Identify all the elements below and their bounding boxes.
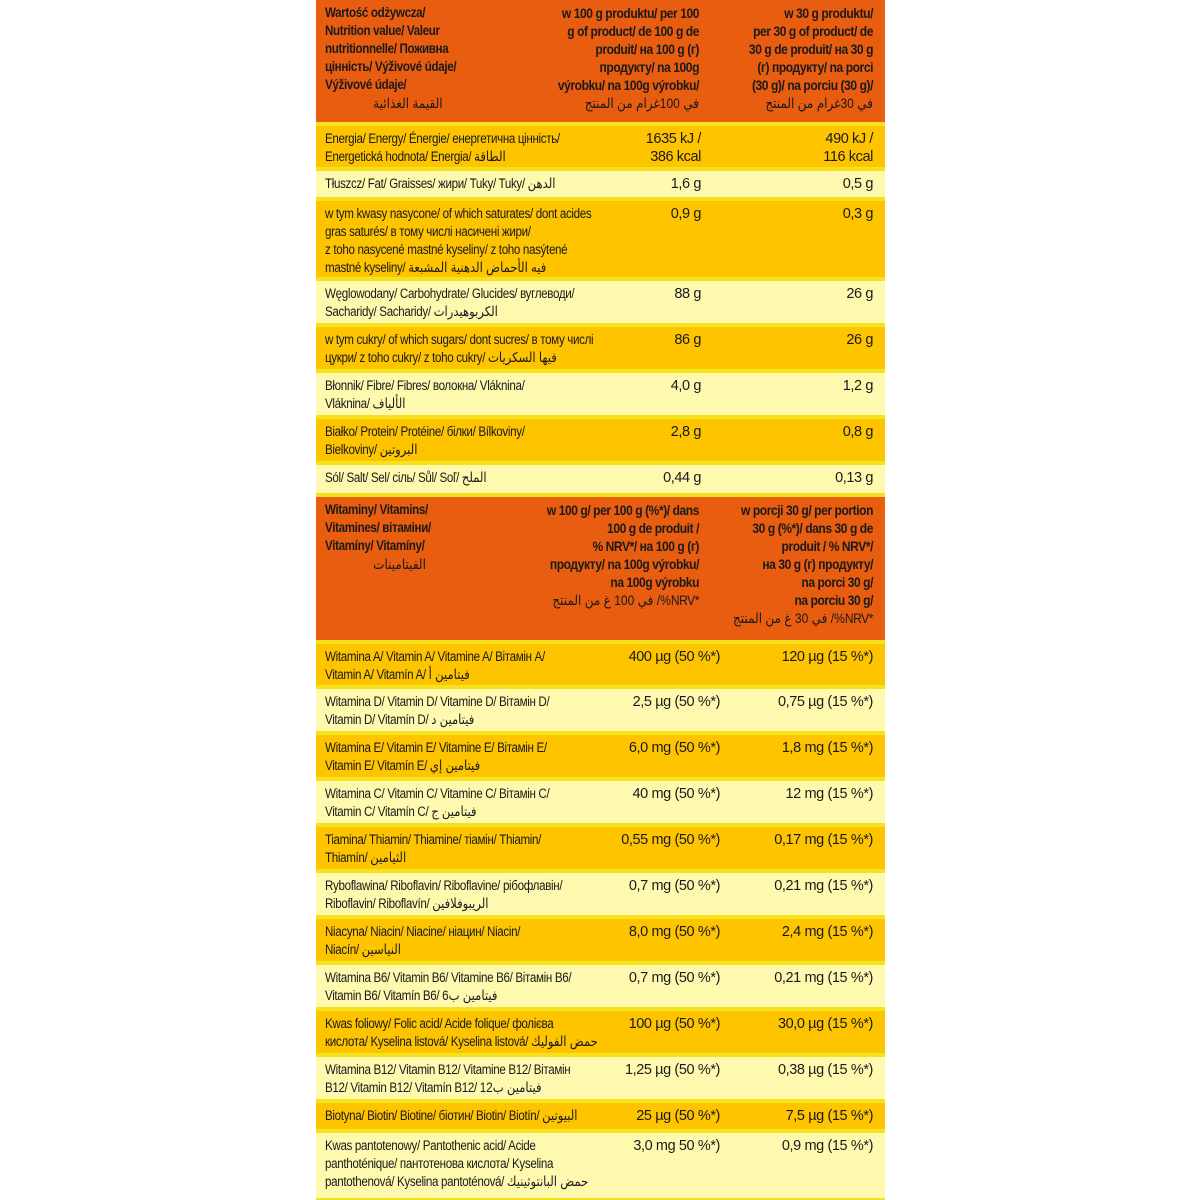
vitamins-row-value-per30-line: 0,21 mg (15 %*) [774, 970, 873, 986]
nutrition-header-col30-line: 30 g de produit/ на 30 g [748, 41, 873, 57]
vitamins-row-value-per30-line: 12 mg (15 %*) [785, 786, 873, 802]
vitamins-row-value-per100-line: 40 mg (50 %*) [632, 786, 720, 802]
vitamins-row [316, 827, 885, 871]
nutrition-row-label-line: gras saturés/ в тому числі насичені жири/ [325, 224, 531, 239]
nutrition-row-label-text [325, 331, 695, 367]
vitamins-row-value-per100-line: 25 µg (50 %*) [636, 1108, 720, 1124]
vitamins-row [316, 919, 885, 963]
vitamins-row-value-per30-line: 0,9 mg (15 %*) [781, 1138, 873, 1154]
nutrition-row-value-per100-line: 1,6 g [670, 176, 701, 192]
vitamins-row-label-line: pantothenová/ Kyselina pantoténová/ حمض البانتوثينيك [325, 1174, 589, 1189]
vitamins-row-value-per30 [778, 1015, 873, 1033]
vitamins-row-label-line: B12/ Vitamin B12/ Vitamín B12/ فيتامين ب12 [325, 1080, 542, 1095]
nutrition-header-label-line: цінність/ Výživové údaje/ [325, 59, 457, 74]
nutrition-row-value-per30 [843, 377, 873, 395]
vitamins-row-label-line: Thiamín/ الثيامين [325, 850, 407, 865]
vitamins-row-label-line: panthoténique/ пантотенова кислота/ Kyselina [325, 1156, 554, 1171]
vitamins-row-label-line: Vitamin B6/ Vitamín B6/ فيتامين ب6 [325, 988, 498, 1003]
vitamins-row-label-line: Witamina C/ Vitamin C/ Vitamine C/ Вітамін С/ [325, 786, 550, 801]
nutrition-row-label-text [325, 285, 695, 321]
vitamins-row-label-line: Niacyna/ Niacin/ Niacine/ ніацин/ Niacin/ [325, 924, 521, 939]
nutrition-row-label-line: Energia/ Energy/ Énergie/ енергетична цінність/ [325, 131, 560, 146]
vitamins-row-value-per30-line: 30,0 µg (15 %*) [777, 1016, 873, 1032]
nutrition-row-value-per100-line: 1635 kJ / [645, 131, 701, 147]
nutrition-header-col30-ar: في 30غرام من المنتج [765, 95, 873, 111]
vitamins-row-value-per100-line: 0,7 mg (50 %*) [628, 970, 720, 986]
vitamins-header-col100-line: продукту/ na 100g výrobku/ [549, 556, 699, 572]
nutrition-row-label-text [325, 205, 695, 277]
vitamins-header-label-ar: الفيتامينات [373, 556, 426, 572]
nutrition-row-value-per100 [663, 469, 701, 487]
nutrition-row-label [316, 419, 702, 461]
vitamins-row-value-per30-line: 0,38 µg (15 %*) [777, 1062, 873, 1078]
nutrition-row-label-line: z toho nasycené mastné kyseliny/ z toho nasýtené [325, 242, 568, 257]
vitamins-header-label-line: Vitamines/ вітаміни/ [325, 520, 431, 535]
vitamins-header-col30 [710, 501, 873, 627]
nutrition-row-value-per30 [846, 331, 873, 349]
nutrition-row-label-line: Bielkoviny/ البروتين [325, 442, 418, 457]
vitamins-row-value-per30-line: 0,75 µg (15 %*) [777, 694, 873, 710]
nutrition-row-label [316, 171, 702, 197]
nutrition-header-col100-line: g of product/ de 100 g de [567, 23, 699, 39]
vitamins-row-label-line: Witamina E/ Vitamin E/ Vitamine E/ Вітамін Е/ [325, 740, 547, 755]
vitamins-header-col30-line: w porcji 30 g/ per portion [741, 502, 873, 518]
nutrition-row-label [316, 201, 702, 277]
nutrition-row-label-text [325, 175, 695, 193]
nutrition-row-value-per100 [674, 285, 701, 303]
vitamins-row-value-per30 [774, 831, 873, 849]
nutrition-row-value-per30-line: 0,13 g [835, 470, 873, 486]
nutrition-row-value-per100-line: 0,44 g [663, 470, 701, 486]
vitamins-row-value-per30 [774, 969, 873, 987]
vitamins-row [316, 781, 885, 825]
vitamins-row-label-line: Vitamin E/ Vitamín E/ فيتامين إي [325, 758, 481, 773]
vitamins-header-row [316, 497, 885, 642]
nutrition-row-value-per30 [835, 469, 873, 487]
nutrition-row-label-line: Węglowodany/ Carbohydrate/ Glucides/ вуглеводи/ [325, 286, 575, 301]
nutrition-row-value-per30 [843, 423, 873, 441]
vitamins-row-label-line: кислота/ Kyselina listová/ Kyselina listová/ حمض الفوليك [325, 1034, 598, 1049]
vitamins-row-label-line: Biotyna/ Biotin/ Biotine/ біотин/ Biotin/ Biotín/ البيوتين [325, 1108, 578, 1123]
vitamins-row-value-per100-line: 8,0 mg (50 %*) [628, 924, 720, 940]
vitamins-row [316, 1057, 885, 1101]
nutrition-row-label-line: Energetická hodnota/ Energia/ الطاقة [325, 149, 506, 164]
vitamins-row-label-line: Vitamin C/ Vitamín C/ فيتامين ج [325, 804, 477, 819]
nutrition-row-value-per30 [823, 130, 873, 166]
vitamins-row-label-line: Vitamin D/ Vitamín D/ فيتامين د [325, 712, 475, 727]
nutrition-row-value-per100-line: 2,8 g [670, 424, 701, 440]
vitamins-row-label-line: Witamina D/ Vitamin D/ Vitamine D/ Вітамін D/ [325, 694, 550, 709]
vitamins-row-label-line: Witamina A/ Vitamin A/ Vitamine A/ Вітамін А/ [325, 649, 545, 664]
nutrition-row-label-line: Białko/ Protein/ Protéine/ білки/ Bílkoviny/ [325, 424, 525, 439]
nutrition-header-label-line: Wartość odżywcza/ [325, 5, 426, 20]
vitamins-row-value-per100 [633, 693, 720, 711]
nutrition-row-label-text [325, 377, 695, 413]
nutrition-row-value-per100-line: 88 g [674, 286, 701, 302]
nutrition-row [316, 281, 885, 325]
vitamins-row-label-line: Tiamina/ Thiamin/ Thiamine/ тіамін/ Thiamin/ [325, 832, 542, 847]
nutrition-header-col100-line: výrobku/ na 100g výrobku/ [557, 77, 699, 93]
nutrition-row-value-per30-line: 0,8 g [842, 424, 873, 440]
nutrition-label-panel [316, 0, 885, 1200]
vitamins-row-value-per30 [778, 693, 873, 711]
vitamins-row-value-per30 [778, 1061, 873, 1079]
nutrition-row-value-per100 [674, 331, 701, 349]
vitamins-row-value-per100 [629, 877, 720, 895]
vitamins-row-value-per30-line: 1,8 mg (15 %*) [781, 740, 873, 756]
vitamins-row-value-per100-line: 6,0 mg (50 %*) [628, 740, 720, 756]
nutrition-header-col100 [527, 4, 699, 112]
nutrition-header-row [316, 0, 885, 124]
vitamins-row-value-per100 [629, 739, 720, 757]
nutrition-row-value-per100 [646, 130, 701, 166]
vitamins-row [316, 689, 885, 733]
vitamins-header-label-line: Vitamíny/ Vitamíny/ [325, 538, 425, 553]
nutrition-row-value-per100-line: 4,0 g [670, 378, 701, 394]
vitamins-row-label-line: Riboflavin/ Riboflavín/ الريبوفلافين [325, 896, 489, 911]
vitamins-row-value-per100 [621, 831, 720, 849]
vitamins-row-value-per100-line: 3,0 mg 50 %*) [633, 1138, 720, 1154]
vitamins-row-label-line: Niacín/ النياسين [325, 942, 402, 957]
vitamins-row-value-per100-line: 2,5 µg (50 %*) [632, 694, 720, 710]
nutrition-row-value-per100-line: 0,9 g [670, 206, 701, 222]
nutrition-row-label-text [325, 469, 695, 487]
nutrition-row-label-text [325, 130, 695, 166]
nutrition-row-label [316, 465, 702, 493]
vitamins-row-value-per100 [636, 1107, 720, 1125]
nutrition-row-label [316, 327, 702, 369]
nutrition-header-col30 [710, 4, 873, 112]
vitamins-header-col30-ar: في 30 غ من المنتج /%NRV* [733, 610, 873, 626]
vitamins-row-label-line: Kwas foliowy/ Folic acid/ Acide folique/ фолієва [325, 1016, 554, 1031]
nutrition-header-label-line: Nutrition value/ Valeur [325, 23, 440, 38]
vitamins-row-value-per30 [782, 648, 873, 666]
vitamins-row-value-per100 [629, 969, 720, 987]
nutrition-header-col100-line: w 100 g produktu/ per 100 [561, 5, 699, 21]
nutrition-header-col100-ar: في 100غرام من المنتج [584, 95, 699, 111]
nutrition-row-value-per30-line: 26 g [846, 332, 873, 348]
nutrition-row-value-per100-line: 86 g [674, 332, 701, 348]
vitamins-header-col100-ar: في 100 غ من المنتج /%NRV* [552, 592, 699, 608]
vitamins-row [316, 965, 885, 1009]
nutrition-header-col30-line: w 30 g produktu/ [784, 5, 873, 21]
vitamins-header-col100-line: na 100g výrobku [610, 574, 699, 590]
nutrition-row-label-line: Tłuszcz/ Fat/ Graisses/ жири/ Tuky/ Tuky/ الدهن [325, 176, 556, 191]
vitamins-header-col30-line: на 30 g (г) продукту/ [762, 556, 873, 572]
vitamins-header-col30-line: 30 g (%*)/ dans 30 g de [752, 520, 873, 536]
vitamins-header-col100-line: % NRV*/ на 100 g (г) [592, 538, 699, 554]
vitamins-row-value-per30 [782, 923, 873, 941]
vitamins-row-value-per100 [633, 785, 720, 803]
vitamins-row [316, 1103, 885, 1131]
vitamins-header-col30-line: produit / % NRV*/ [781, 538, 873, 554]
vitamins-row [316, 735, 885, 779]
nutrition-row-label [316, 126, 702, 167]
vitamins-header-col100-line: 100 g de produit / [607, 520, 699, 536]
vitamins-row-value-per30-line: 0,21 mg (15 %*) [774, 878, 873, 894]
nutrition-row-label-line: Błonnik/ Fibre/ Fibres/ волокна/ Vláknina/ [325, 378, 525, 393]
nutrition-row-value-per30-line: 1,2 g [842, 378, 873, 394]
nutrition-row-label-line: Vláknina/ الألياف [325, 396, 406, 411]
vitamins-row-value-per30 [782, 739, 873, 757]
vitamins-row-value-per30-line: 7,5 µg (15 %*) [785, 1108, 873, 1124]
nutrition-row [316, 419, 885, 463]
nutrition-header-col100-line: продукту/ na 100g [599, 59, 699, 75]
vitamins-row-label-line: Kwas pantotenowy/ Pantothenic acid/ Acide [325, 1138, 536, 1153]
vitamins-row [316, 873, 885, 917]
vitamins-row-label-line: Witamina B12/ Vitamin B12/ Vitamine B12/ Вітамін [325, 1062, 571, 1077]
vitamins-row-value-per30 [782, 1137, 873, 1155]
nutrition-header-col30-line: (г) продукту/ na porci [757, 59, 873, 75]
vitamins-row-value-per100 [629, 1015, 720, 1033]
vitamins-row-value-per30-line: 2,4 mg (15 %*) [781, 924, 873, 940]
vitamins-row-value-per30 [774, 877, 873, 895]
nutrition-row-label-line: Sól/ Salt/ Sel/ сіль/ Sůl/ Soľ/ الملح [325, 470, 487, 485]
nutrition-row-label [316, 373, 702, 415]
vitamins-header-col100-line: w 100 g/ per 100 g (%*)/ dans [546, 502, 699, 518]
nutrition-row-value-per100 [671, 175, 701, 193]
vitamins-header-col30-line: na porciu 30 g/ [794, 592, 873, 608]
nutrition-row-value-per30 [846, 285, 873, 303]
vitamins-row-value-per100 [625, 1061, 720, 1079]
vitamins-row [316, 1133, 885, 1200]
nutrition-header-label-line: nutritionnelle/ Поживна [325, 41, 449, 56]
vitamins-row-label-line: Witamina B6/ Vitamin B6/ Vitamine B6/ Вітамін В6/ [325, 970, 572, 985]
nutrition-row-value-per30-line: 0,3 g [842, 206, 873, 222]
vitamins-row [316, 1011, 885, 1055]
nutrition-row-label-line: цукри/ z toho cukry/ z toho cukry/ فيها السكريات [325, 350, 557, 365]
nutrition-row-label-line: w tym kwasy nasycone/ of which saturates/ dont acides [325, 206, 592, 221]
nutrition-row [316, 465, 885, 495]
vitamins-row-value-per100 [633, 1137, 720, 1155]
vitamins-header-col30-line: na porci 30 g/ [801, 574, 873, 590]
vitamins-row-value-per100-line: 0,55 mg (50 %*) [621, 832, 720, 848]
vitamins-row-value-per30-line: 0,17 mg (15 %*) [774, 832, 873, 848]
vitamins-row-value-per30 [786, 1107, 873, 1125]
nutrition-header-label-line: Výživové údaje/ [325, 77, 407, 92]
nutrition-header-col100-line: produit/ на 100 g (г) [595, 41, 699, 57]
vitamins-header-label-line: Witaminy/ Vitamins/ [325, 502, 428, 517]
nutrition-row-label-line: Sacharidy/ Sacharidy/ الكربوهيدرات [325, 304, 498, 319]
vitamins-row [316, 644, 885, 687]
nutrition-row-value-per30 [843, 175, 873, 193]
nutrition-row-value-per30-line: 116 kcal [823, 149, 873, 165]
vitamins-row-value-per100 [629, 923, 720, 941]
vitamins-row-value-per100 [629, 648, 720, 666]
nutrition-row-label-text [325, 423, 695, 459]
nutrition-row [316, 171, 885, 199]
nutrition-row-value-per30-line: 490 kJ / [825, 131, 873, 147]
nutrition-row-label-line: mastné kyseliny/ فيه الأحماض الدهنية المشبعة [325, 260, 547, 275]
vitamins-row-value-per30 [786, 785, 873, 803]
nutrition-row [316, 126, 885, 169]
nutrition-row-value-per100 [671, 205, 701, 223]
vitamins-header-col100 [527, 501, 699, 609]
nutrition-row-label-line: w tym cukry/ of which sugars/ dont sucres/ в тому числі [325, 332, 594, 347]
nutrition-row-value-per30-line: 26 g [846, 286, 873, 302]
nutrition-header-col30-line: (30 g)/ na porciu (30 g)/ [751, 77, 873, 93]
vitamins-row-label-line: Vitamin A/ Vitamín A/ فيتامين أ [325, 667, 470, 682]
vitamins-row-value-per100-line: 100 µg (50 %*) [628, 1016, 720, 1032]
nutrition-row-value-per100 [671, 377, 701, 395]
vitamins-row-value-per30-line: 120 µg (15 %*) [781, 649, 873, 665]
vitamins-row-value-per100-line: 400 µg (50 %*) [628, 649, 720, 665]
nutrition-row-label [316, 281, 702, 323]
nutrition-header-col30-line: per 30 g of product/ de [753, 23, 873, 39]
nutrition-row-value-per100-line: 386 kcal [650, 149, 701, 165]
nutrition-row [316, 373, 885, 417]
nutrition-row-value-per30 [843, 205, 873, 223]
vitamins-row-label-line: Ryboflawina/ Riboflavin/ Riboflavine/ рібофлавін/ [325, 878, 563, 893]
nutrition-row [316, 327, 885, 371]
nutrition-row-value-per100 [671, 423, 701, 441]
nutrition-header-label-ar: القيمة الغذائية [373, 95, 443, 111]
nutrition-row [316, 201, 885, 279]
nutrition-row-value-per30-line: 0,5 g [842, 176, 873, 192]
vitamins-row-value-per100-line: 1,25 µg (50 %*) [624, 1062, 720, 1078]
vitamins-row-value-per100-line: 0,7 mg (50 %*) [628, 878, 720, 894]
